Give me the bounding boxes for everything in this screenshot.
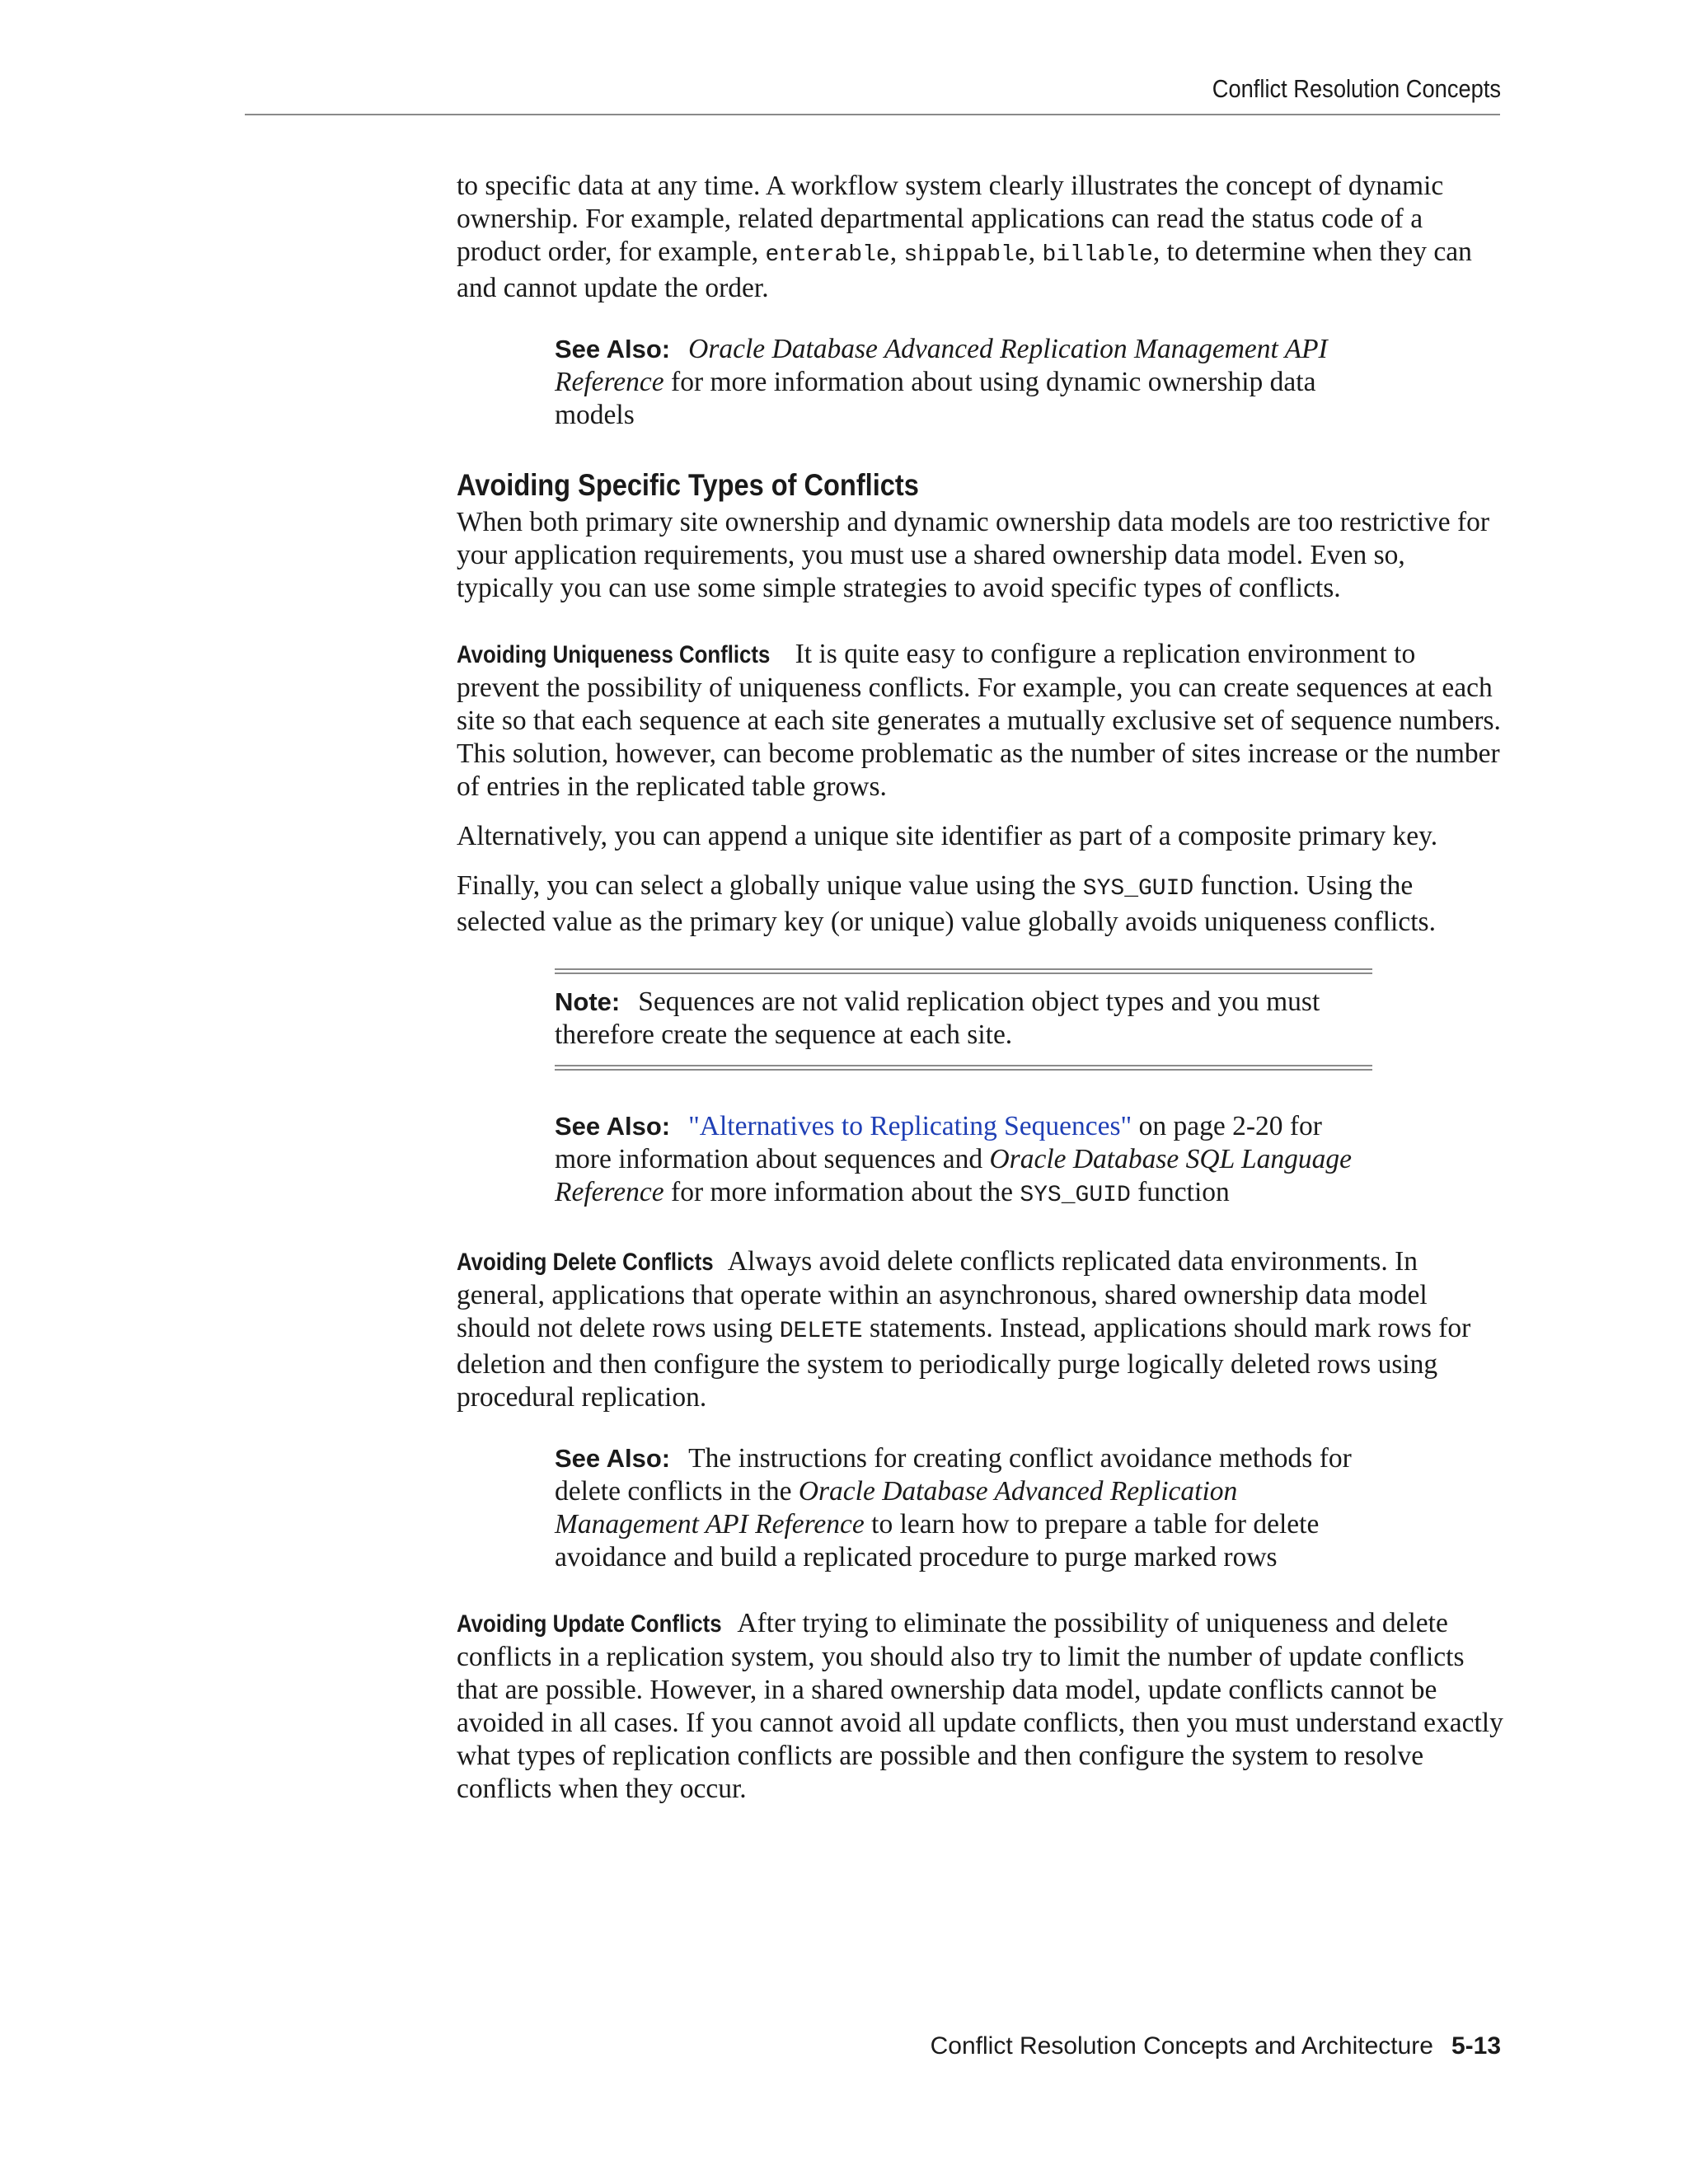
- page-body: [457, 170, 1503, 1806]
- text: Always avoid delete conflicts replicated data environments. In general, applications that operate within an asynchronous, shared ownership data model should not delete rows using: [457, 1246, 1428, 1343]
- note-label: Note:: [555, 987, 621, 1016]
- see-also-label: See Also:: [555, 335, 671, 363]
- book-title: Oracle Database Advanced Replication Management API Reference: [555, 334, 1328, 397]
- runin-heading-update: Avoiding Update Conflicts: [457, 1610, 722, 1638]
- text: It is quite easy to configure a replication environment to prevent the possibility of uniqueness conflicts. For example, you can create sequences at each site so that each sequence at each site generates a mutually exclusive set of sequence numbers. This solution, however, can become problematic as the number of sites increase or the number of entries in the replicated table grows.: [457, 639, 1501, 802]
- section-intro: When both primary site ownership and dynamic ownership data models are too restrictive for your application requirements, you must use a shared ownership data model. Even so, typically you can use some simple strategies to avoid specific types of conflicts.: [457, 507, 1490, 603]
- code-sys-guid: SYS_GUID: [1082, 876, 1194, 902]
- see-also-label: See Also:: [555, 1112, 671, 1141]
- footer-chapter-title: Conflict Resolution Concepts and Architecture: [930, 2032, 1433, 2060]
- text: statements. Instead, applications should mark rows for deletion and then configure the system to periodically purge logically deleted rows using procedural replication.: [457, 1313, 1471, 1413]
- text: ,: [889, 237, 904, 267]
- text: to learn how to prepare a table for delete avoidance and build a replicated procedure to purge marked rows: [555, 1509, 1320, 1572]
- paragraph-dynamic-ownership: [457, 170, 1503, 305]
- page-footer: [931, 2032, 1501, 2060]
- paragraph-uniqueness: [457, 638, 1503, 804]
- text: function: [1130, 1177, 1230, 1207]
- text: After trying to eliminate the possibility of uniqueness and delete conflicts in a replication system, you should also try to limit the number of update conflicts that are possible. However, in a shared ownership data model, update conflicts cannot be avoided in all cases. If you cannot avoid all update conflicts, then you must understand exactly what types of replication conflicts are possible and then configure the system to resolve conflicts when they occur.: [457, 1608, 1503, 1804]
- note-box: [555, 968, 1372, 1071]
- code-shippable: shippable: [903, 242, 1029, 268]
- text: , to determine when they can and cannot update the order.: [457, 237, 1472, 303]
- note-bottom-rule: [555, 1065, 1372, 1071]
- page-number: 5-13: [1451, 2032, 1501, 2060]
- paragraph-delete: [457, 1245, 1503, 1414]
- code-enterable: enterable: [765, 242, 890, 268]
- paragraph-update: [457, 1607, 1503, 1806]
- text: The instructions for creating conflict avoidance methods for delete conflicts in the: [555, 1443, 1352, 1507]
- text: on page 2-20 for more information about sequences and: [555, 1111, 1322, 1174]
- text: to specific data at any time. A workflow system clearly illustrates the concept of dynamic ownership. For example, related departmental applications can read the status code of a product order, for example,: [457, 171, 1444, 267]
- note-top-rule: [555, 968, 1372, 974]
- cross-reference-link[interactable]: "Alternatives to Replicating Sequences": [688, 1111, 1132, 1141]
- running-header: Conflict Resolution Concepts: [1212, 74, 1501, 103]
- see-also-box-1: [555, 333, 1379, 432]
- text: Finally, you can select a globally unique value using the: [457, 870, 1083, 901]
- paragraph-finally: [457, 869, 1503, 939]
- text: for more information about using dynamic ownership data models: [555, 367, 1316, 430]
- book-title: Oracle Database SQL Language Reference: [555, 1144, 1352, 1207]
- note-text: Sequences are not valid replication object types and you must therefore create the sequence at each site.: [555, 987, 1320, 1050]
- code-delete: DELETE: [779, 1319, 863, 1344]
- text: function. Using the selected value as the primary key (or unique) value globally avoids uniqueness conflicts.: [457, 870, 1436, 937]
- code-sys-guid: SYS_GUID: [1020, 1183, 1131, 1208]
- section-heading: Avoiding Specific Types of Conflicts: [457, 468, 919, 502]
- paragraph-alternatively: Alternatively, you can append a unique site identifier as part of a composite primary key.: [457, 821, 1438, 851]
- code-billable: billable: [1042, 242, 1153, 268]
- runin-heading-delete: Avoiding Delete Conflicts: [457, 1249, 714, 1276]
- header-rule: [245, 114, 1500, 115]
- text: for more information about the: [663, 1177, 1020, 1207]
- see-also-label: See Also:: [555, 1444, 671, 1473]
- see-also-box-3: [555, 1442, 1379, 1574]
- runin-heading-uniqueness: Avoiding Uniqueness Conflicts: [457, 641, 771, 668]
- see-also-box-2: [555, 1110, 1379, 1212]
- book-title: Oracle Database Advanced Replication Management API Reference: [555, 1476, 1238, 1540]
- text: ,: [1028, 237, 1043, 267]
